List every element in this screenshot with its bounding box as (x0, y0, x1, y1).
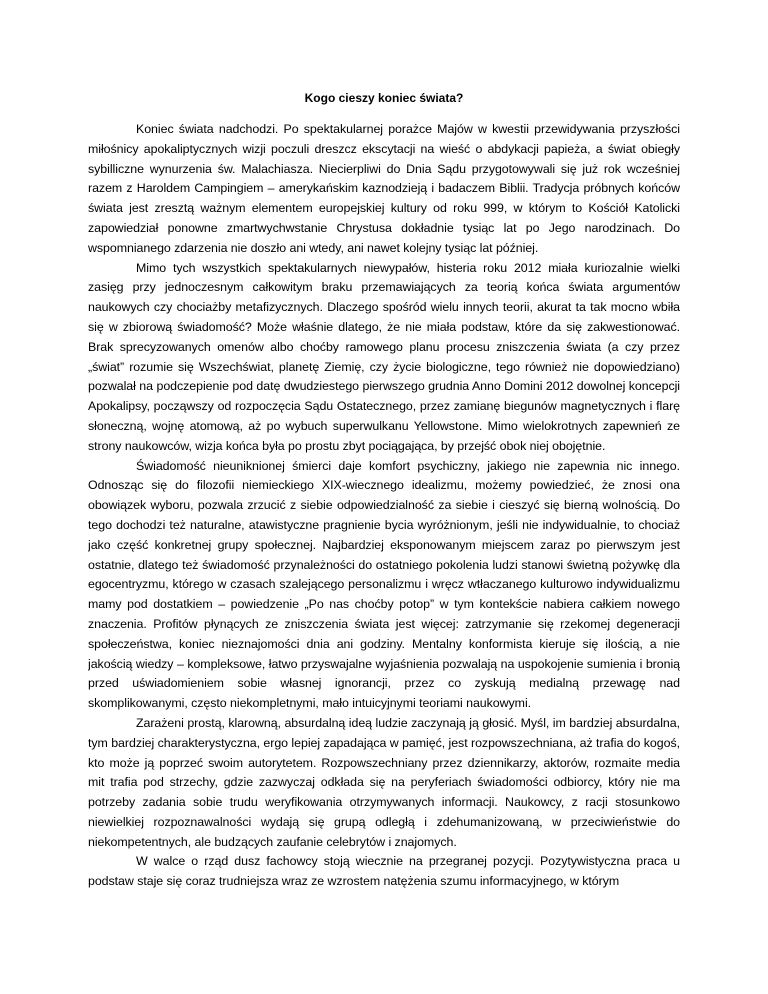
paragraph: W walce o rząd dusz fachowcy stoją wiecznie na przegranej pozycji. Pozytywistyczna praca u podstaw staje się coraz trudniejsza wraz ze wzrostem natężenia szumu informacyjnego, w którym (88, 854, 680, 889)
paragraph: Mimo tych wszystkich spektakularnych niewypałów, histeria roku 2012 miała kuriozalnie wielki zasięg przy jednoczesnym całkowitym braku przemawiających za teorią końca świata argumentów naukowych czy chociażby metafizycznych. Dlaczego spośród wielu innych teorii, akurat ta tak mocno wbiła się w zbiorową świadomość? Może właśnie dlatego, że nie miała podstaw, które da się zakwestionować. Brak sprecyzowanych omenów albo choćby ramowego planu procesu zniszczenia świata (a czy przez „świat” rozumie się Wszechświat, planetę Ziemię, czy życie biologiczne, tego również nie dopowiedziano) pozwalał na podczepienie pod datę dwudziestego pierwszego grudnia Anno Domini 2012 dowolnej koncepcji Apokalipsy, począwszy od rozpoczęcia Sądu Ostatecznego, przez zamianę biegunów magnetycznych i flarę słoneczną, wojnę atomową, aż po wybuch superwulkanu Yellowstone. Mimo wielokrotnych zapewnień ze strony naukowców, wizja końca była po prostu zbyt pociągająca, by przejść obok niej obojętnie. (88, 260, 680, 453)
document-body (88, 120, 680, 892)
paragraph: Koniec świata nadchodzi. Po spektakularnej porażce Majów w kwestii przewidywania przyszłości miłośnicy apokaliptycznych wizji poczuli dreszcz ekscytacji na wieść o abdykacji papieża, a świat obiegły sybilliczne wynurzenia św. Malachiasza. Niecierpliwi do Dnia Sądu przygotowywali się już rok wcześniej razem z Haroldem Campingiem – amerykańskim kaznodzieją i badaczem Biblii. Tradycja próbnych końców świata jest zresztą ważnym elementem europejskiej kultury od roku 999, w którym to Kościół Katolicki zapowiedział ponowne zmartwychwstanie Chrystusa dokładnie tysiąc lat po Jego narodzinach. Do wspomnianego zdarzenia nie doszło ani wtedy, ani nawet kolejny tysiąc lat później. (88, 122, 680, 255)
paragraph: Świadomość nieuniknionej śmierci daje komfort psychiczny, jakiego nie zapewnia nic innego. Odnosząc się do filozofii niemieckiego XIX-wiecznego idealizmu, możemy powiedzieć, że znosi ona obowiązek wyboru, pozwala zrzucić z siebie odpowiedzialność za siebie i cieszyć się bierną wolnością. Do tego dochodzi też naturalne, atawistyczne pragnienie bycia wyróżnionym, jeśli nie indywidualnie, to chociaż jako część konkretnej grupy społecznej. Najbardziej eksponowanym miejscem zaraz po pierwszym jest ostatnie, dlatego też świadomość przynależności do ostatniego pokolenia ludzi stanowi świetną pożywkę dla egocentryzmu, którego w czasach szalejącego personalizmu i wręcz wtłaczanego kulturowo indywidualizmu mamy pod dostatkiem – powiedzenie „Po nas choćby potop” w tym kontekście nabiera całkiem nowego znaczenia. Profitów płynących ze zniszczenia świata jest więcej: zatrzymanie się rzekomej degeneracji społeczeństwa, koniec nieznajomości dnia ani godziny. Mentalny konformista kieruje się ilością, a nie jakością wiedzy – kompleksowe, łatwo przyswajalne wyjaśnienia pozwalają na uspokojenie sumienia i bronią przed uświadomieniem sobie własnej ignorancji, przez co zyskują medialną przewagę nad skomplikowanymi, często niekompletnymi, mało intuicyjnymi teoriami naukowymi. (88, 458, 680, 711)
document-page (88, 0, 680, 994)
document-title: Kogo cieszy koniec świata? (304, 91, 464, 105)
paragraph: Zarażeni prostą, klarowną, absurdalną ideą ludzie zaczynają ją głosić. Myśl, im bardziej absurdalna, tym bardziej charakterystyczna, ergo lepiej zapadająca w pamięć, jest rozpowszechniana, aż trafia do kogoś, kto może ją poprzeć swoim autorytetem. Rozpowszechniany przez dziennikarzy, aktorów, rozmaite media mit trafia pod strzechy, gdzie zazwyczaj odkłada się na peryferiach świadomości odbiorcy, który nie ma potrzeby zadania sobie trudu weryfikowania otrzymywanych informacji. Naukowcy, z racji stosunkowo niewielkiej rozpoznawalności wydają się grupą odległą i zdehumanizowaną, w przeciwieństwie do niekompetentnych, ale budzących zaufanie celebrytów i znajomych. (88, 715, 680, 849)
